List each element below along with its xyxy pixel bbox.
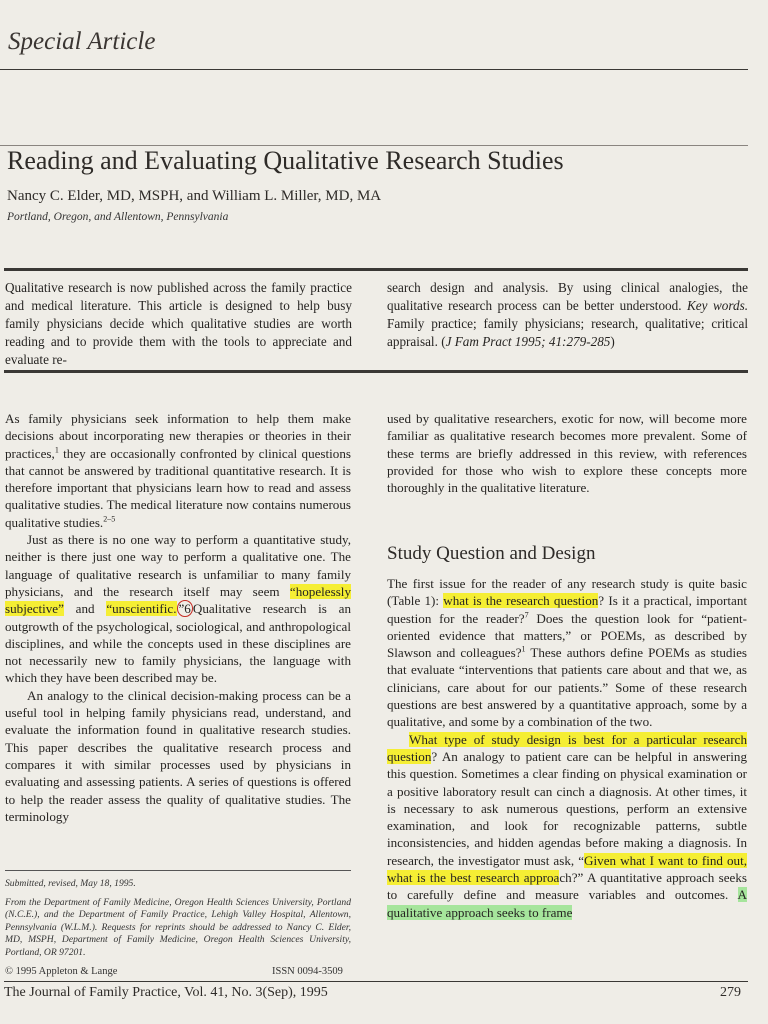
footnote-submitted: Submitted, revised, May 18, 1995. xyxy=(5,878,136,889)
abstract-close: ) xyxy=(610,334,615,349)
highlight-yellow: “hopelessly subjective” xyxy=(5,583,351,617)
citation-ref: 1 xyxy=(521,644,526,654)
citation-ref: 2–5 xyxy=(103,514,116,524)
abstract-bottom-rule xyxy=(4,370,748,373)
body-text: ? Is it a practical, important question for the reader? xyxy=(387,593,748,626)
abstract-right-main: search design and analysis. By using clinical analogies, the qualitative research process can be better understood. xyxy=(387,280,748,313)
body-text: Does the question look for “patient-oriented evidence that matters,” or POEMs, as described by Slawson and colleagues? xyxy=(387,610,747,661)
paragraph xyxy=(387,575,747,731)
body-text: The first issue for the reader of any research study is quite basic (Table 1): xyxy=(387,576,747,609)
footnote-rule xyxy=(5,870,351,871)
highlight-yellow: “unscientific. xyxy=(106,601,177,617)
section-label: Special Article xyxy=(8,28,156,55)
abstract-citation: J Fam Pract 1995; 41:279-285 xyxy=(445,334,611,349)
abstract-left-text: Qualitative research is now published across the family practice and medical literature. This article is designed to help busy family physicians decide which qualitative studies are worth reading and to provide them with the tools to appreciate and evaluate re- xyxy=(5,280,352,367)
abstract-left xyxy=(5,279,352,369)
citation-ref: 7 xyxy=(524,610,529,620)
footnotes xyxy=(5,878,351,960)
circled-annotation: ”6 xyxy=(178,601,191,617)
abstract-top-rule xyxy=(4,268,748,271)
paragraph: An analogy to the clinical decision-making process can be a useful tool in helping family physicians read, understand, and evaluate the information found in qualitative research studies. This paper describes the qualitative research process and compares it with similar processes used by physicians in evaluating and assessing patients. A series of questions is offered to help the reader assess the quality of qualitative studies. The terminology xyxy=(5,687,351,824)
article-authors: Nancy C. Elder, MD, MSPH, and William L. Miller, MD, MA xyxy=(7,188,382,204)
highlight-yellow: What type of study design is best for a particular research question xyxy=(387,731,747,764)
body-right-column-2 xyxy=(387,575,747,921)
body-text: and xyxy=(63,601,107,617)
highlight-yellow: Given what I want to find out, what is the best research approa xyxy=(387,852,747,886)
body-text: Qualitative research is an outgrowth of the psychological, sociological, and anthropological disciplines, and while the concepts used in these disciplines are not necessarily new to family physicians, the language with which they have been described may be. xyxy=(5,601,351,686)
body-text: These authors define POEMs as studies that evaluate “interventions that patients care about and that we, as clinicians, care about for our patients.” Some of these research questions are best answered by a quantitative approach, some by a qualitative, and some by a combination of the two. xyxy=(387,645,748,730)
highlight-green: A qualitative approach seeks to frame xyxy=(387,887,747,920)
abstract-right-text xyxy=(387,279,748,351)
abstract-right xyxy=(387,279,748,351)
keywords-label: Key words. xyxy=(686,298,748,313)
keywords: Family practice; family physicians; research, qualitative; critical appraisal. ( xyxy=(387,316,748,349)
article-title: Reading and Evaluating Qualitative Research Studies xyxy=(7,146,564,175)
issn: ISSN 0094-3509 xyxy=(272,966,343,977)
paragraph xyxy=(387,731,747,921)
author-location: Portland, Oregon, and Allentown, Pennsylvania xyxy=(7,211,229,223)
highlight-yellow: what is the research question xyxy=(443,593,599,609)
header-rule xyxy=(0,69,748,70)
body-left-column xyxy=(5,410,351,825)
footer-rule xyxy=(4,981,748,982)
citation-ref: 1 xyxy=(54,445,59,455)
body-right-column xyxy=(387,410,747,496)
paragraph: used by qualitative researchers, exotic for now, will become more familiar as qualitative research becomes more prevalent. Some of these terms are briefly addressed in this review, with references provided for those who wish to explore these concepts more thoroughly in the qualitative literature. xyxy=(387,411,747,496)
body-text: As family physicians seek information to help them make decisions about incorporating new therapies or theories in their practices, xyxy=(5,411,351,461)
page-number: 279 xyxy=(720,985,741,1000)
body-text: ch?” A quantitative approach seeks to carefully define and measure variables and outcomes. xyxy=(387,870,748,903)
paragraph xyxy=(5,410,351,531)
body-text: Just as there is no one way to perform a quantitative study, neither is there just one way to perform a qualitative one. The language of qualitative research is unfamiliar to many family physicians, and the research itself may seem xyxy=(5,532,351,599)
body-text: ? An analogy to patient care can be helpful in answering this question. Sometimes a clear finding on physical examination or a positive laboratory result can cinch a diagnosis. At other times, it is necessary to ask numerous questions, perform an extensive examination, and look for recognizable patterns, subtle inconsistencies, and hidden agendas before making a diagnosis. In research, the investigator must ask, “ xyxy=(387,748,747,868)
section-heading: Study Question and Design xyxy=(387,543,596,564)
paragraph xyxy=(5,531,351,687)
journal-footer: The Journal of Family Practice, Vol. 41, No. 3(Sep), 1995 xyxy=(4,985,328,1000)
footnote-affiliation: From the Department of Family Medicine, Oregon Health Sciences University, Portland (N.C.E.), and the Department of Family Practice, Lehigh Valley Hospital, Allentown, Pennsylvania (W.L.M.). Requests for reprints should be addressed to Nancy C. Elder, MD, MSPH, Department of Family Medicine, Oregon Health Sciences University, Portland, OR 97201. xyxy=(5,896,351,958)
copyright: © 1995 Appleton & Lange xyxy=(5,966,118,977)
body-text: they are occasionally confronted by clinical questions that cannot be answered by traditional quantitative research. It is therefore important that physicians learn how to read and assess qualitative studies. The medical literature now contains numerous qualitative studies. xyxy=(5,445,351,530)
